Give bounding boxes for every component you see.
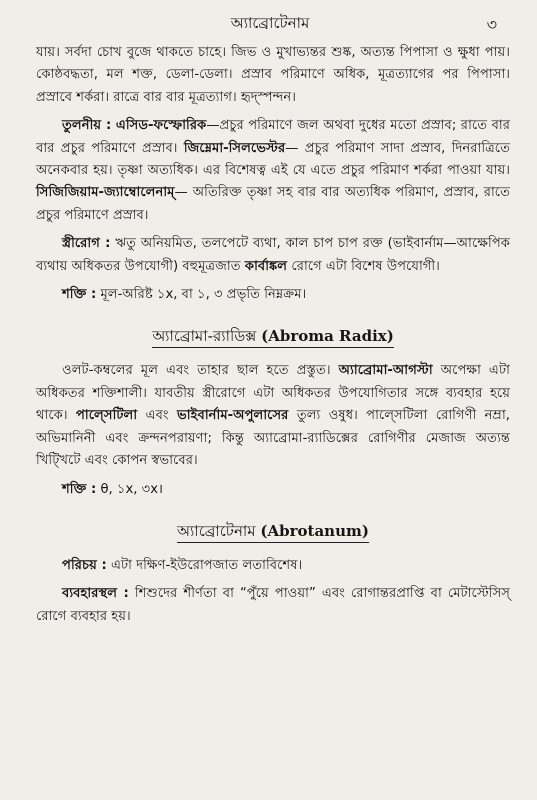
paragraph-usage bbox=[36, 583, 510, 628]
potency-label: শক্তি : bbox=[62, 481, 97, 497]
paragraph-text: —প্রচুর পরিমাণে জল অথবা দুধের মতো প্রস্রাব; রাতে বার বার প্রচুর পরিমাণে প্রস্রাব। bbox=[36, 118, 511, 156]
heading-bengali: অ্যাব্রোটেনাম bbox=[177, 521, 256, 540]
paragraph-text: তুল্য ওষুধ। পাল্সেটিলা রোগিণী নম্রা, অভিমানিনী এবং ক্রন্দনপরায়ণা; কিন্তু অ্যাব্রোমা-র‍্যাডিক্সের রোগিণীর মেজাজ অত্যন্ত খিট্খিটে এবং কোপন স্বভাবের। bbox=[36, 408, 510, 469]
drug-name: ভাইবার্নাম-অপুলাসের bbox=[176, 408, 289, 424]
drug-name: এসিড-ফস্ফোরিক bbox=[115, 118, 207, 134]
drug-name: পাল্সেটিলা bbox=[75, 408, 138, 424]
page-number: ৩ bbox=[486, 15, 497, 34]
drug-name: জিম্নেমা-সিলভেস্টর bbox=[183, 140, 286, 156]
paragraph-abroma-radix bbox=[36, 360, 510, 472]
page-body bbox=[36, 42, 510, 628]
paragraph-potency bbox=[36, 479, 510, 501]
paragraph-symptoms bbox=[36, 42, 510, 109]
heading-bengali: অ্যাব্রোমা-র‍্যাডিক্স bbox=[152, 327, 257, 346]
paragraph-text: রোগে এটা বিশেষ উপযোগী। bbox=[291, 258, 440, 274]
potency-label: শক্তি : bbox=[62, 287, 97, 303]
heading-latin: (Abrotanum) bbox=[260, 521, 369, 540]
drug-name: অ্যাব্রোমা-আগস্টা bbox=[338, 363, 433, 379]
potency-text: θ, ১x, ৩x। bbox=[100, 481, 164, 497]
paragraph-text: এবং bbox=[145, 408, 169, 424]
section-heading-abrotanum bbox=[36, 519, 510, 545]
heading-latin: (Abroma Radix) bbox=[261, 327, 394, 346]
running-title: অ্যাব্রোটেনাম bbox=[230, 14, 310, 32]
paragraph-comparison bbox=[36, 115, 510, 227]
paragraph-text: যায়। সর্বদা চোখ বুজে থাকতে চাহে। জিভ ও মুখাভ্যন্তর শুষ্ক, অত্যন্ত পিপাসা ও ক্ষুধা পায়। কোষ্ঠবদ্ধতা, মল শক্ত, ডেলা-ডেলা। প্রস্রাব পরিমাণে অধিক, মূত্রত্যাগের পর পিপাসা। প্রস্রাবে শর্করা। রাত্রে বার বার মূত্রত্যাগ। হৃদ্স্পন্দন। bbox=[36, 45, 510, 105]
running-head bbox=[0, 10, 537, 34]
paragraph-text: অপেক্ষা এটা অধিকতর শক্তিশালী। যাবতীয় স্ত্রীরোগে এটা অধিকতর উপযোগিতার সঙ্গে ব্যবহার হয়ে থাকে। bbox=[36, 363, 510, 424]
paragraph-text: — প্রচুর পরিমাণ সাদা প্রস্রাব, দিনরাত্রিতে অনেকবার হয়। তৃষ্ণা অত্যধিক। এর বিশেষত্ব এই যে এতে প্রচুর পরিমাণ শর্করা পাওয়া যায়। bbox=[36, 140, 510, 179]
paragraph-introduction bbox=[36, 555, 510, 577]
potency-text: মূল-অরিষ্ট ১x, বা ১, ৩ প্রভৃতি নিম্নক্রম। bbox=[100, 287, 307, 303]
drug-name: কার্বাঙ্কল bbox=[244, 258, 288, 274]
paragraph-text: — অতিরিক্ত তৃষ্ণা সহ বার বার অত্যধিক পরিমাণ, প্রস্রাব, রাতে প্রচুর পরিমাণে প্রস্রাব। bbox=[36, 185, 510, 223]
comparison-label: তুলনীয় : bbox=[62, 118, 112, 134]
paragraph-text: ঋতু অনিয়মিত, তলপেটে ব্যথা, কাল চাপ চাপ রক্ত (ভাইবার্নাম—আক্ষেপিক ব্যথায় অধিকতর উপযোগী) বহুমূত্রজাত bbox=[36, 236, 510, 274]
usage-label: ব্যবহারস্থল : bbox=[62, 586, 129, 602]
section-heading-abroma-radix bbox=[36, 324, 510, 350]
paragraph-text: ওলট-কম্বলের মূল এবং তাহার ছাল হতে প্রস্তুত। bbox=[62, 363, 331, 379]
paragraph-text: শিশুদের শীর্ণতা বা “পুঁয়ে পাওয়া” এবং রোগান্তরপ্রাপ্তি বা মেটাস্টেসিস্ রোগে ব্যবহার হয়। bbox=[36, 586, 510, 624]
paragraph-gynecology bbox=[36, 233, 510, 278]
gynecology-label: স্ত্রীরোগ : bbox=[62, 236, 111, 252]
paragraph-potency bbox=[36, 284, 510, 306]
paragraph-text: এটা দক্ষিণ-ইউরোপজাত লতাবিশেষ। bbox=[110, 557, 303, 573]
drug-name: সিজিজিয়াম-জ্যাম্বোলেনাম্ bbox=[36, 185, 175, 201]
introduction-label: পরিচয় : bbox=[62, 557, 107, 573]
